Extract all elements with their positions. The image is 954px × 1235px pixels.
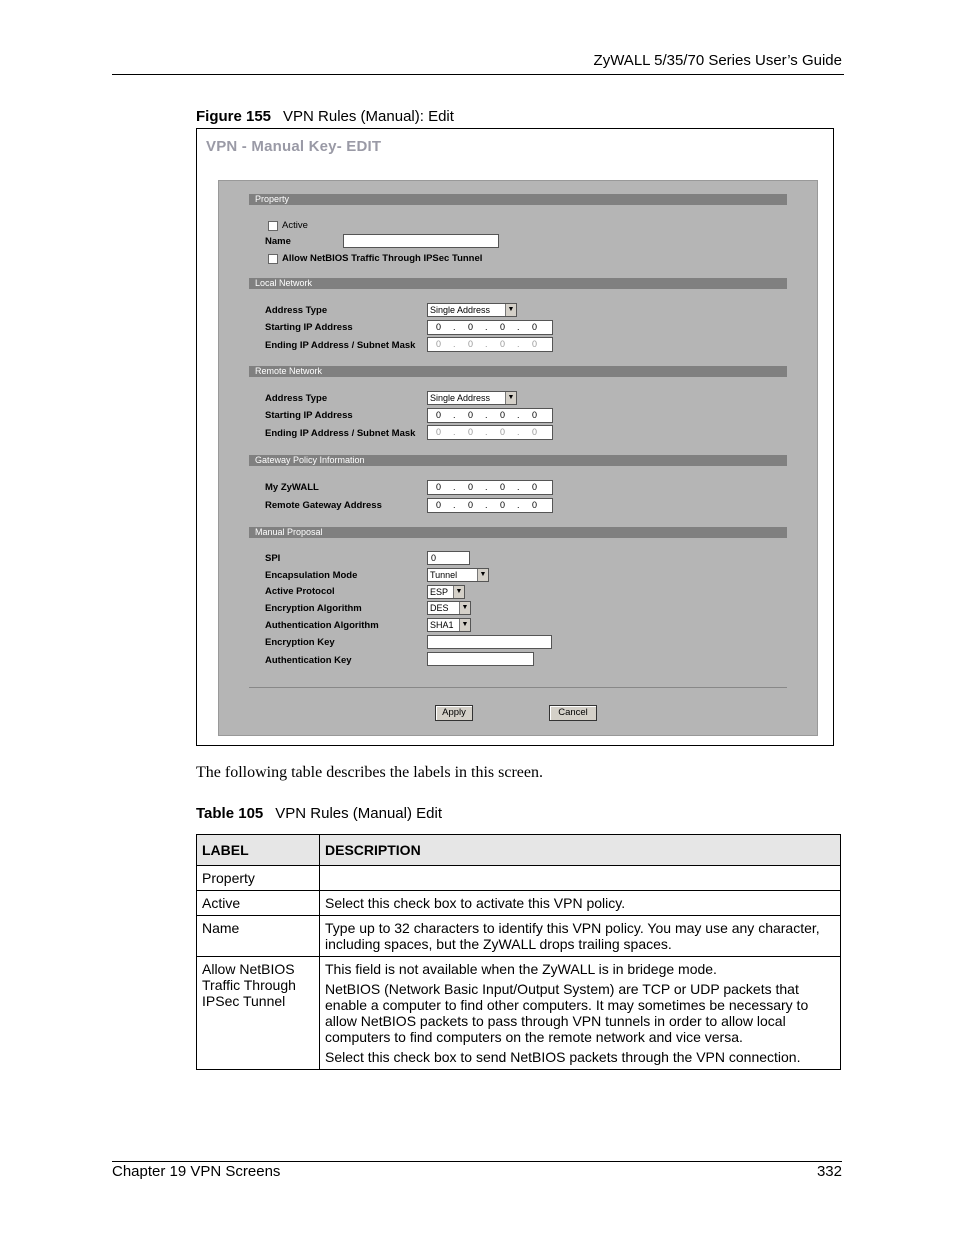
chevron-down-icon: ▼ — [477, 569, 488, 581]
encryption-key-label: Encryption Key — [265, 637, 335, 648]
chevron-down-icon: ▼ — [505, 392, 516, 404]
row-description — [320, 916, 841, 957]
ip-octet: 0 — [436, 410, 442, 420]
chevron-down-icon: ▼ — [459, 619, 470, 631]
figure-caption — [196, 108, 454, 125]
header-rule — [112, 74, 844, 75]
row-description — [320, 891, 841, 916]
remote-address-type-value: Single Address — [430, 393, 491, 403]
ip-octet: 0 — [436, 322, 442, 332]
ip-dot: . — [485, 410, 488, 420]
table-caption-label: Table 105 — [196, 805, 264, 822]
ip-dot: . — [453, 482, 456, 492]
ip-octet: 0 — [532, 322, 538, 332]
ip-octet: 0 — [532, 482, 538, 492]
ip-octet: 0 — [500, 410, 506, 420]
authentication-algorithm-select[interactable] — [427, 618, 471, 632]
encryption-algorithm-select[interactable] — [427, 601, 471, 615]
encapsulation-mode-label: Encapsulation Mode — [265, 570, 358, 581]
ip-octet: 0 — [500, 482, 506, 492]
description-paragraph: Select this check box to send NetBIOS packets through the VPN connection. — [325, 1049, 801, 1065]
row-label: Allow NetBIOS Traffic Through IPSec Tunnel — [197, 957, 320, 1070]
table-row — [197, 866, 841, 891]
netbios-label: Allow NetBIOS Traffic Through IPSec Tunnel — [282, 253, 483, 264]
ip-dot: . — [517, 427, 520, 437]
local-ending-ip-input — [427, 337, 553, 352]
section-local-network: Local Network — [249, 278, 787, 289]
encryption-algorithm-label: Encryption Algorithm — [265, 603, 362, 614]
table-row — [197, 957, 841, 1070]
ip-dot: . — [453, 339, 456, 349]
ip-dot: . — [485, 339, 488, 349]
netbios-checkbox[interactable] — [268, 254, 278, 264]
table-caption-text: VPN Rules (Manual) Edit — [275, 805, 442, 822]
ip-octet: 0 — [500, 500, 506, 510]
authentication-algorithm-label: Authentication Algorithm — [265, 620, 379, 631]
ip-dot: . — [517, 322, 520, 332]
screen-title: VPN - Manual Key- EDIT — [206, 138, 382, 155]
my-zywall-label: My ZyWALL — [265, 482, 319, 493]
local-address-type-select[interactable] — [427, 303, 517, 317]
remote-address-type-label: Address Type — [265, 393, 328, 404]
ip-octet: 0 — [500, 339, 506, 349]
figure-caption-text: VPN Rules (Manual): Edit — [283, 108, 454, 125]
active-protocol-select[interactable] — [427, 585, 465, 599]
remote-starting-ip-label: Starting IP Address — [265, 410, 353, 421]
local-starting-ip-label: Starting IP Address — [265, 322, 353, 333]
intro-paragraph: The following table describes the labels in this screen. — [196, 764, 544, 781]
ip-dot: . — [517, 482, 520, 492]
ip-dot: . — [453, 427, 456, 437]
row-label: Active — [197, 891, 320, 916]
ip-octet: 0 — [532, 339, 538, 349]
row-label: Property — [197, 866, 320, 891]
local-address-type-value: Single Address — [430, 305, 491, 315]
remote-ending-ip-label: Ending IP Address / Subnet Mask — [265, 428, 416, 439]
ip-octet: 0 — [500, 427, 506, 437]
section-property: Property — [249, 194, 787, 205]
cancel-button[interactable]: Cancel — [549, 705, 597, 721]
remote-gateway-label: Remote Gateway Address — [265, 500, 382, 511]
ip-dot: . — [453, 500, 456, 510]
ip-octet: 0 — [436, 482, 442, 492]
ip-octet: 0 — [436, 500, 442, 510]
description-paragraph: Select this check box to activate this VPN policy. — [325, 895, 626, 911]
table-caption — [196, 805, 442, 822]
ip-octet: 0 — [468, 410, 474, 420]
label-description-table — [196, 834, 841, 1070]
my-zywall-input[interactable] — [427, 480, 553, 495]
vpn-edit-panel — [218, 180, 818, 736]
ip-octet: 0 — [532, 500, 538, 510]
spi-input[interactable]: 0 — [427, 551, 470, 565]
ip-octet: 0 — [468, 322, 474, 332]
section-gateway-policy: Gateway Policy Information — [249, 455, 787, 466]
footer-rule — [112, 1161, 842, 1162]
encryption-key-input[interactable] — [427, 635, 552, 649]
description-paragraph: Type up to 32 characters to identify this VPN policy. You may use any character, including spaces, but the ZyWALL drops trailing spaces. — [325, 920, 820, 952]
encryption-algorithm-value: DES — [430, 603, 449, 613]
remote-starting-ip-input[interactable] — [427, 408, 553, 423]
active-checkbox[interactable] — [268, 221, 278, 231]
ip-octet: 0 — [500, 322, 506, 332]
ip-dot: . — [453, 410, 456, 420]
chevron-down-icon: ▼ — [453, 586, 464, 598]
ip-octet: 0 — [468, 339, 474, 349]
encapsulation-mode-value: Tunnel — [430, 570, 458, 580]
ip-octet: 0 — [532, 410, 538, 420]
ip-octet: 0 — [468, 500, 474, 510]
description-paragraph: NetBIOS (Network Basic Input/Output System) are TCP or UDP packets that enable a computer to find other computers. It may sometimes be necessary to allow NetBIOS packets to pass through VPN tunnels in order to allow local computers to find computers on the remote network and vice versa. — [325, 981, 809, 1045]
active-label: Active — [282, 220, 308, 231]
form-divider — [249, 687, 787, 688]
ip-octet: 0 — [436, 427, 442, 437]
ip-octet: 0 — [468, 427, 474, 437]
name-input[interactable] — [343, 234, 499, 248]
chapter-title: Chapter 19 VPN Screens — [112, 1163, 281, 1180]
authentication-key-input[interactable] — [427, 652, 534, 666]
authentication-algorithm-value: SHA1 — [430, 620, 454, 630]
guide-title: ZyWALL 5/35/70 Series User’s Guide — [593, 52, 842, 69]
remote-address-type-select[interactable] — [427, 391, 517, 405]
ip-octet: 0 — [468, 482, 474, 492]
page-number: 332 — [816, 1163, 842, 1180]
ip-dot: . — [485, 322, 488, 332]
table-row — [197, 891, 841, 916]
spi-label: SPI — [265, 553, 281, 564]
ip-dot: . — [517, 410, 520, 420]
ip-dot: . — [517, 500, 520, 510]
row-label: Name — [197, 916, 320, 957]
ip-octet: 0 — [436, 339, 442, 349]
ip-octet: 0 — [532, 427, 538, 437]
column-header-description: DESCRIPTION — [320, 835, 841, 866]
section-remote-network: Remote Network — [249, 366, 787, 377]
remote-gateway-input[interactable] — [427, 498, 553, 513]
local-starting-ip-input[interactable] — [427, 320, 553, 335]
row-description — [320, 866, 841, 891]
ip-dot: . — [517, 339, 520, 349]
description-paragraph: This field is not available when the ZyWALL is in bridege mode. — [325, 961, 717, 977]
table-header-row — [197, 835, 841, 866]
local-ending-ip-label: Ending IP Address / Subnet Mask — [265, 340, 416, 351]
chevron-down-icon: ▼ — [459, 602, 470, 614]
apply-button[interactable]: Apply — [435, 705, 473, 721]
ip-dot: . — [485, 482, 488, 492]
chevron-down-icon: ▼ — [505, 304, 516, 316]
authentication-key-label: Authentication Key — [265, 655, 352, 666]
row-description — [320, 957, 841, 1070]
figure-caption-label: Figure 155 — [196, 108, 272, 125]
table-row — [197, 916, 841, 957]
ip-dot: . — [485, 500, 488, 510]
encapsulation-mode-select[interactable] — [427, 568, 489, 582]
ip-dot: . — [485, 427, 488, 437]
active-protocol-label: Active Protocol — [265, 586, 335, 597]
active-protocol-value: ESP — [430, 587, 449, 597]
local-address-type-label: Address Type — [265, 305, 328, 316]
section-manual-proposal: Manual Proposal — [249, 527, 787, 538]
ip-dot: . — [453, 322, 456, 332]
remote-ending-ip-input — [427, 425, 553, 440]
column-header-label: LABEL — [197, 835, 320, 866]
name-label: Name — [265, 236, 291, 247]
